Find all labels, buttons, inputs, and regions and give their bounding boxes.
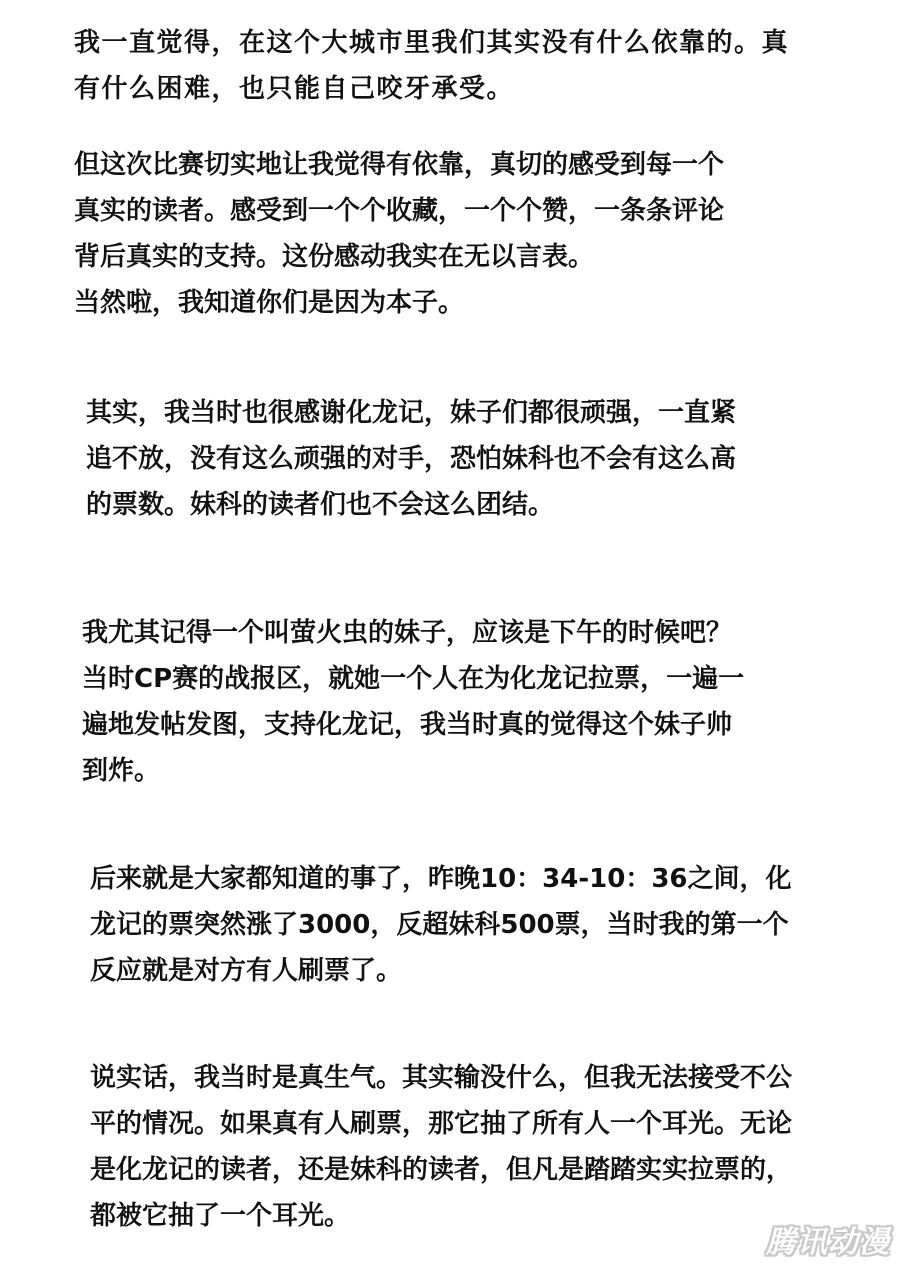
- text-line: 是化龙记的读者，还是妹科的读者，但凡是踏踏实实拉票的，: [90, 1155, 793, 1185]
- text-line: 的票数。妹科的读者们也不会这么团结。: [86, 490, 555, 520]
- text-line: 其实，我当时也很感谢化龙记，妹子们都很顽强，一直紧: [86, 398, 737, 428]
- text-line: 说实话，我当时是真生气。其实输没什么，但我无法接受不公: [90, 1063, 793, 1093]
- text-line: 反应就是对方有人刷票了。: [90, 956, 403, 986]
- text-line: 但这次比赛切实地让我觉得有依靠，真切的感受到每一个: [74, 150, 725, 180]
- text-line: 我一直觉得，在这个大城市里我们其实没有什么依靠的。真: [74, 28, 790, 58]
- paragraph-5: [90, 856, 792, 994]
- text-line: 平的情况。如果真有人刷票，那它抽了所有人一个耳光。无论: [90, 1109, 793, 1139]
- paragraph-1: [74, 20, 789, 112]
- text-line: 我尤其记得一个叫萤火虫的妹子，应该是下午的时候吧？: [82, 618, 733, 648]
- text-line: 遍地发帖发图，支持化龙记，我当时真的觉得这个妹子帅: [82, 710, 733, 740]
- text-line: 当时CP赛的战报区，就她一个人在为化龙记拉票，一遍一: [82, 664, 745, 694]
- text-line: 当然啦，我知道你们是因为本子。: [74, 288, 465, 318]
- text-line: 都被它抽了一个耳光。: [90, 1201, 351, 1231]
- text-line: 龙记的票突然涨了3000，反超妹科500票，当时我的第一个: [90, 910, 789, 940]
- paragraph-3: [86, 390, 736, 528]
- text-line: 背后真实的支持。这份感动我实在无以言表。: [74, 242, 595, 272]
- paragraph-4: [82, 610, 744, 794]
- paragraph-6: [90, 1055, 792, 1239]
- text-line: 真实的读者。感受到一个个收藏，一个个赞，一条条评论: [74, 196, 725, 226]
- text-line: 有什么困难，也只能自己咬牙承受。: [74, 74, 515, 104]
- text-line: 后来就是大家都知道的事了，昨晚10：34-10：36之间，化: [90, 864, 792, 894]
- paragraph-2: [74, 142, 724, 326]
- text-line: 到炸。: [82, 756, 161, 786]
- watermark-logo: 腾讯动漫: [766, 1225, 890, 1260]
- text-line: 追不放，没有这么顽强的对手，恐怕妹科也不会有这么高: [86, 444, 737, 474]
